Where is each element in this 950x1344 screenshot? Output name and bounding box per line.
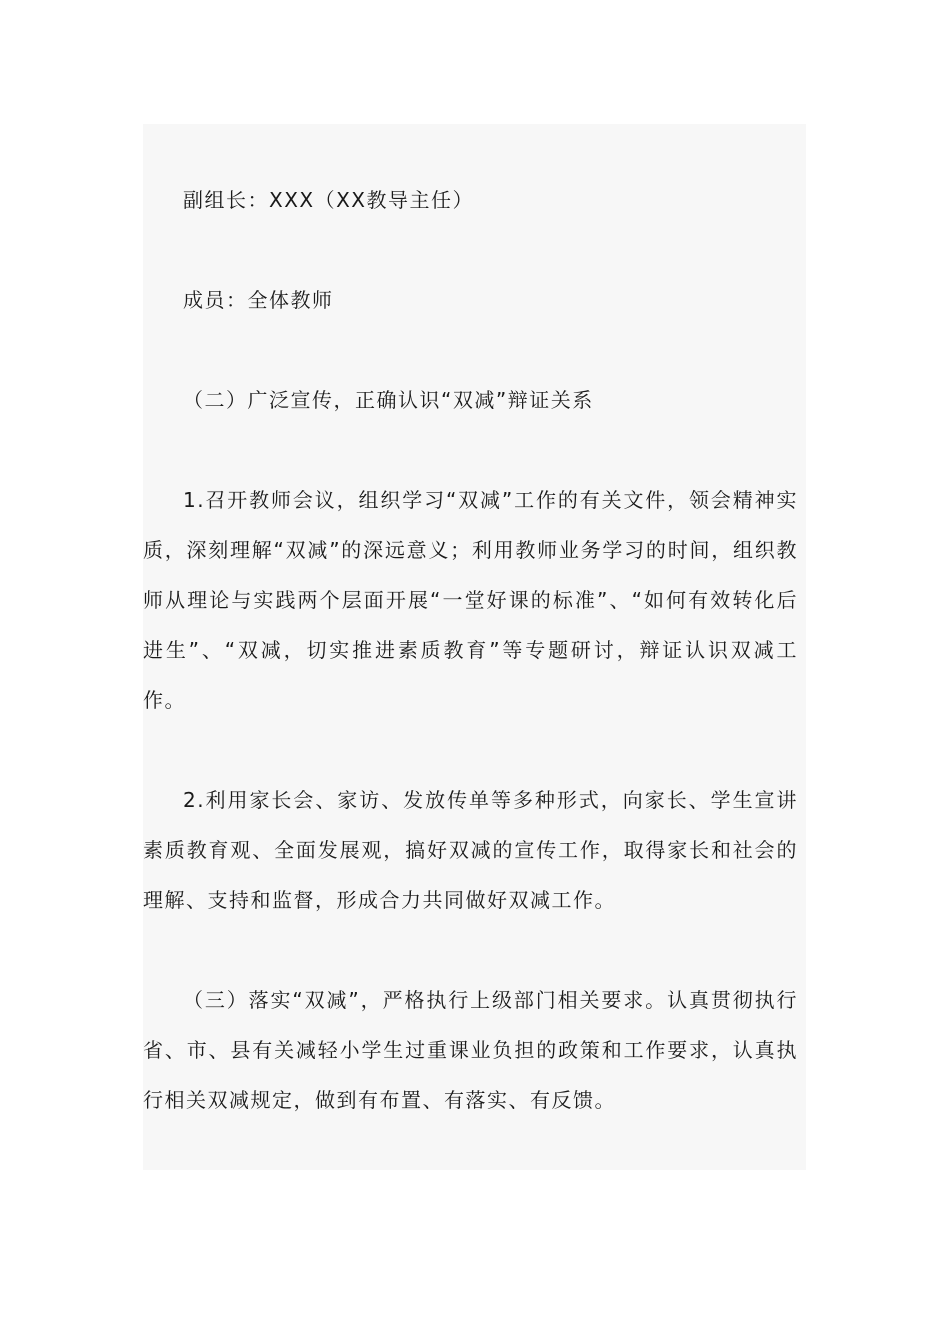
deputy-leader-line: 副组长：XXX（XX教导主任） — [183, 188, 475, 212]
paragraph-item-1: 1.召开教师会议，组织学习“双减”工作的有关文件，领会精神实质，深刻理解“双减”的深远意义；利用教师业务学习的时间，组织教师从理论与实践两个层面开展“一堂好课的标准”、“如何有效转化后进生”、“双减，切实推进素质教育”等专题研讨，辩证认识双减工作。 — [143, 488, 798, 712]
paragraph-item-2: 2.利用家长会、家访、发放传单等多种形式，向家长、学生宣讲素质教育观、全面发展观，搞好双减的宣传工作，取得家长和社会的理解、支持和监督，形成合力共同做好双减工作。 — [143, 788, 798, 912]
section-heading-2: （二）广泛宣传，正确认识“双减”辩证关系 — [183, 388, 594, 412]
members-line: 成员：全体教师 — [183, 288, 334, 312]
section-heading-3-paragraph: （三）落实“双减”，严格执行上级部门相关要求。认真贯彻执行省、市、县有关减轻小学生过重课业负担的政策和工作要求，认真执行相关双减规定，做到有布置、有落实、有反馈。 — [143, 988, 798, 1112]
